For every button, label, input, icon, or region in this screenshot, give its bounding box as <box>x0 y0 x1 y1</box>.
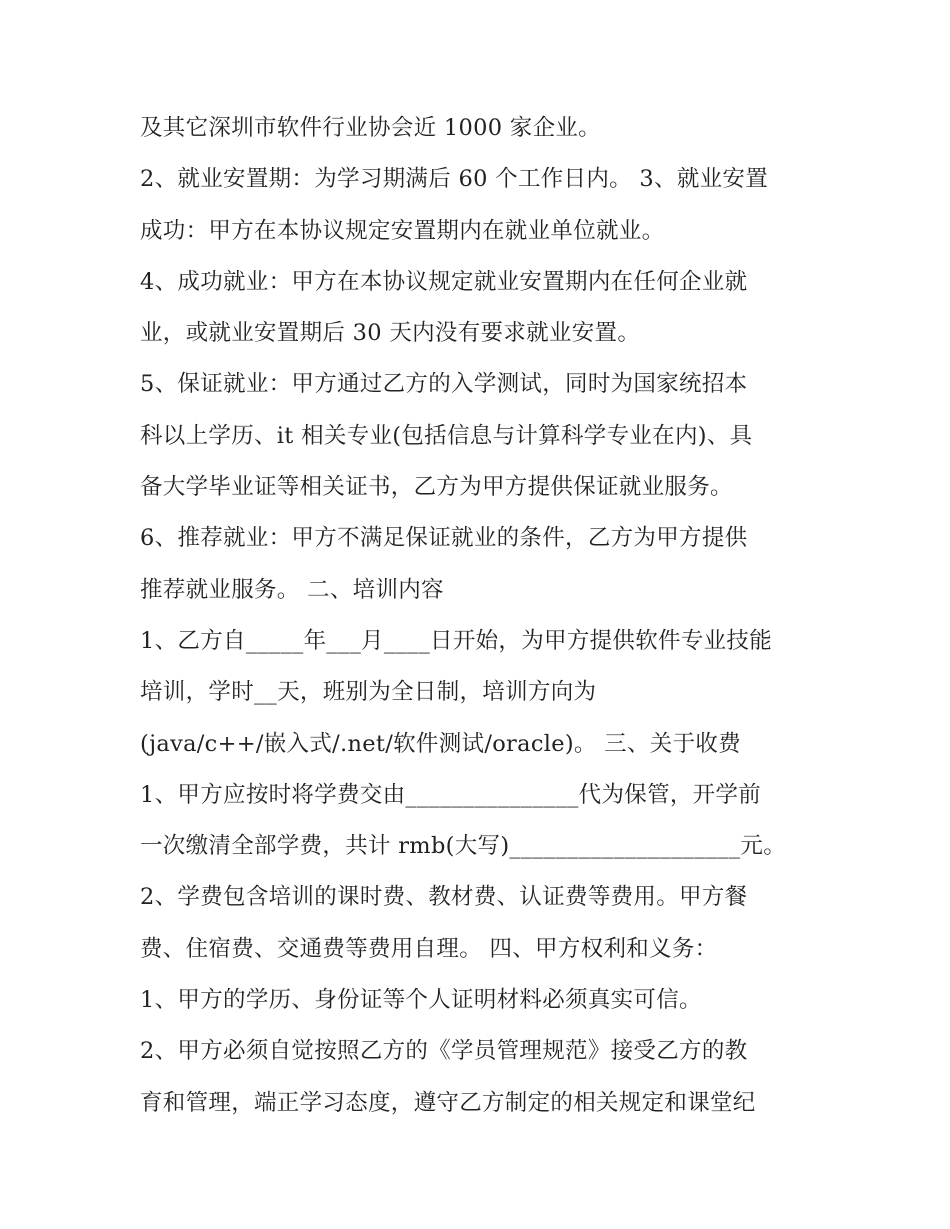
text-line: 一次缴清全部学费，共计 rmb(大写)____________________元。 <box>140 833 787 860</box>
text-line: 及其它深圳市软件行业协会近 1000 家企业。 <box>140 115 601 141</box>
text-line: 科以上学历、it 相关专业(包括信息与计算科学专业在内)、具 <box>140 422 753 449</box>
text-line: 2、就业安置期：为学习期满后 60 个工作日内。 3、就业安置 <box>140 166 769 193</box>
text-line: 费、住宿费、交通费等费用自理。 四、甲方权利和义务： <box>140 935 718 962</box>
text-line: 培训，学时__天，班别为全日制，培训方向为 <box>140 679 597 706</box>
text-line: 育和管理，端正学习态度，遵守乙方制定的相关规定和课堂纪 <box>140 1089 756 1116</box>
text-line: 1、甲方的学历、身份证等个人证明材料必须真实可信。 <box>140 987 702 1014</box>
text-line: 5、保证就业：甲方通过乙方的入学测试，同时为国家统招本 <box>140 371 748 398</box>
text-line: 4、成功就业：甲方在本协议规定就业安置期内在任何企业就 <box>140 268 748 295</box>
text-line: 成功：甲方在本协议规定安置期内在就业单位就业。 <box>140 217 665 244</box>
text-line: 业，或就业安置期后 30 天内没有要求就业安置。 <box>140 320 641 347</box>
text-line: 6、推荐就业：甲方不满足保证就业的条件，乙方为甲方提供 <box>140 525 748 552</box>
text-line: 1、乙方自_____年___月____日开始，为甲方提供软件专业技能 <box>140 627 773 654</box>
text-line: 推荐就业服务。 二、培训内容 <box>140 576 444 603</box>
document-body <box>140 103 820 1129</box>
text-line: 备大学毕业证等相关证书，乙方为甲方提供保证就业服务。 <box>140 474 733 501</box>
text-line: (java/c++/嵌入式/.net/软件测试/oracle)。 三、关于收费 <box>140 730 741 757</box>
text-line: 1、甲方应按时将学费交由_______________代为保管，开学前 <box>140 781 762 808</box>
text-line: 2、甲方必须自觉按照乙方的《学员管理规范》接受乙方的教 <box>140 1038 748 1065</box>
text-line: 2、学费包含培训的课时费、教材费、认证费等费用。甲方餐 <box>140 884 748 911</box>
